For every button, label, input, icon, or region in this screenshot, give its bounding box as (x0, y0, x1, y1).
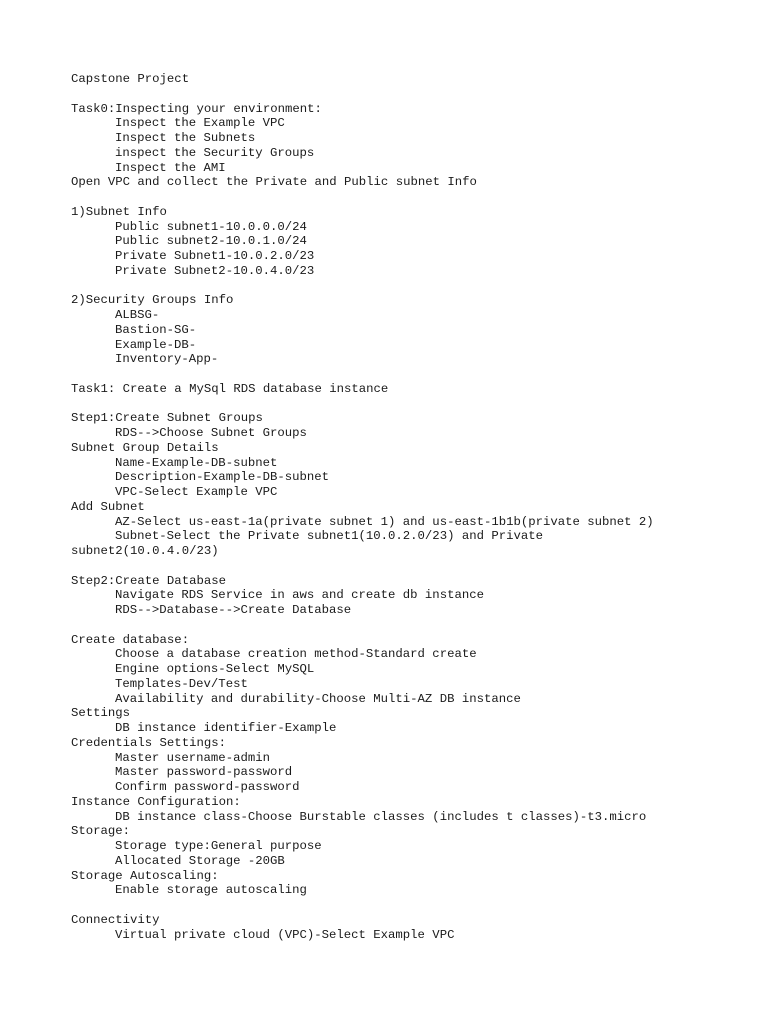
document-line: Private Subnet2-10.0.4.0/23 (115, 263, 315, 278)
document-line: 2)Security Groups Info (71, 293, 234, 308)
blank-line (71, 190, 751, 205)
document-line: Private Subnet1-10.0.2.0/23 (115, 249, 315, 263)
document-line: Public subnet2-10.0.1.0/24 (115, 234, 307, 249)
document-line: 1)Subnet Info (71, 204, 167, 219)
document-line: Availability and durability-Choose Multi-AZ DB instance (115, 691, 521, 706)
document-line: Task1: Create a MySql RDS database instance (71, 381, 389, 396)
document-line: Inventory-App- (115, 352, 219, 367)
blank-line (71, 87, 751, 102)
document-line: Allocated Storage -20GB (115, 853, 285, 868)
document-line: Confirm password-password (115, 780, 300, 794)
document-line: Public subnet1-10.0.0.0/24 (115, 219, 307, 234)
document-line: Instance Configuration: (71, 794, 241, 809)
document-line: Storage type:General purpose (115, 839, 322, 853)
document-line: RDS-->Choose Subnet Groups (115, 426, 307, 440)
document-line: Capstone Project (71, 72, 190, 86)
document-line: RDS-->Database-->Create Database (115, 603, 352, 617)
document-line: Settings (71, 706, 131, 721)
document-line: Add Subnet (71, 499, 145, 514)
document-line: Navigate RDS Service in aws and create db instance (115, 588, 484, 603)
blank-line (71, 618, 751, 633)
document-line: Master username-admin (115, 750, 270, 765)
blank-line (71, 397, 751, 412)
document-line: Subnet Group Details (71, 440, 219, 455)
document-line: inspect the Security Groups (115, 145, 315, 160)
document-line: Inspect the Subnets (115, 131, 256, 145)
blank-line (71, 279, 751, 294)
document-line: DB instance class-Choose Burstable classes (includes t classes)-t3.micro (115, 809, 647, 824)
document-line: Step2:Create Database (71, 573, 226, 588)
blank-line (71, 898, 751, 913)
document-line: Choose a database creation method-Standard create (115, 647, 477, 662)
document-line: Connectivity (71, 912, 160, 927)
document-line: Storage Autoscaling: (71, 868, 219, 883)
document-line: Bastion-SG- (115, 322, 197, 337)
blank-line (71, 367, 751, 382)
document-line: Templates-Dev/Test (115, 676, 248, 691)
document-line: DB instance identifier-Example (115, 721, 337, 735)
document-line: ALBSG- (115, 308, 160, 322)
document-line: AZ-Select us-east-1a(private subnet 1) and us-east-1b1b(private subnet 2) (115, 514, 654, 529)
document-line: Inspect the AMI (115, 160, 226, 175)
document-line: Inspect the Example VPC (115, 116, 285, 131)
document-line: VPC-Select Example VPC (115, 485, 278, 499)
document-line: Virtual private cloud (VPC)-Select Example VPC (115, 927, 455, 942)
document-line: Task0:Inspecting your environment: (71, 101, 322, 116)
document-line: Example-DB- (115, 337, 197, 352)
document-line: Description-Example-DB-subnet (115, 470, 330, 485)
document-line: Credentials Settings: (71, 735, 226, 750)
blank-line (71, 559, 751, 574)
document-line: Engine options-Select MySQL (115, 662, 315, 676)
document-body (71, 72, 751, 942)
document-line: subnet2(10.0.4.0/23) (71, 544, 219, 558)
document-line: Subnet-Select the Private subnet1(10.0.2.0/23) and Private (115, 529, 544, 544)
document-line: Enable storage autoscaling (115, 883, 307, 898)
document-line: Name-Example-DB-subnet (115, 455, 278, 470)
document-line: Open VPC and collect the Private and Public subnet Info (71, 175, 477, 190)
document-line: Step1:Create Subnet Groups (71, 411, 263, 426)
document-line: Master password-password (115, 765, 293, 780)
document-line: Storage: (71, 824, 131, 839)
document-line: Create database: (71, 632, 190, 647)
